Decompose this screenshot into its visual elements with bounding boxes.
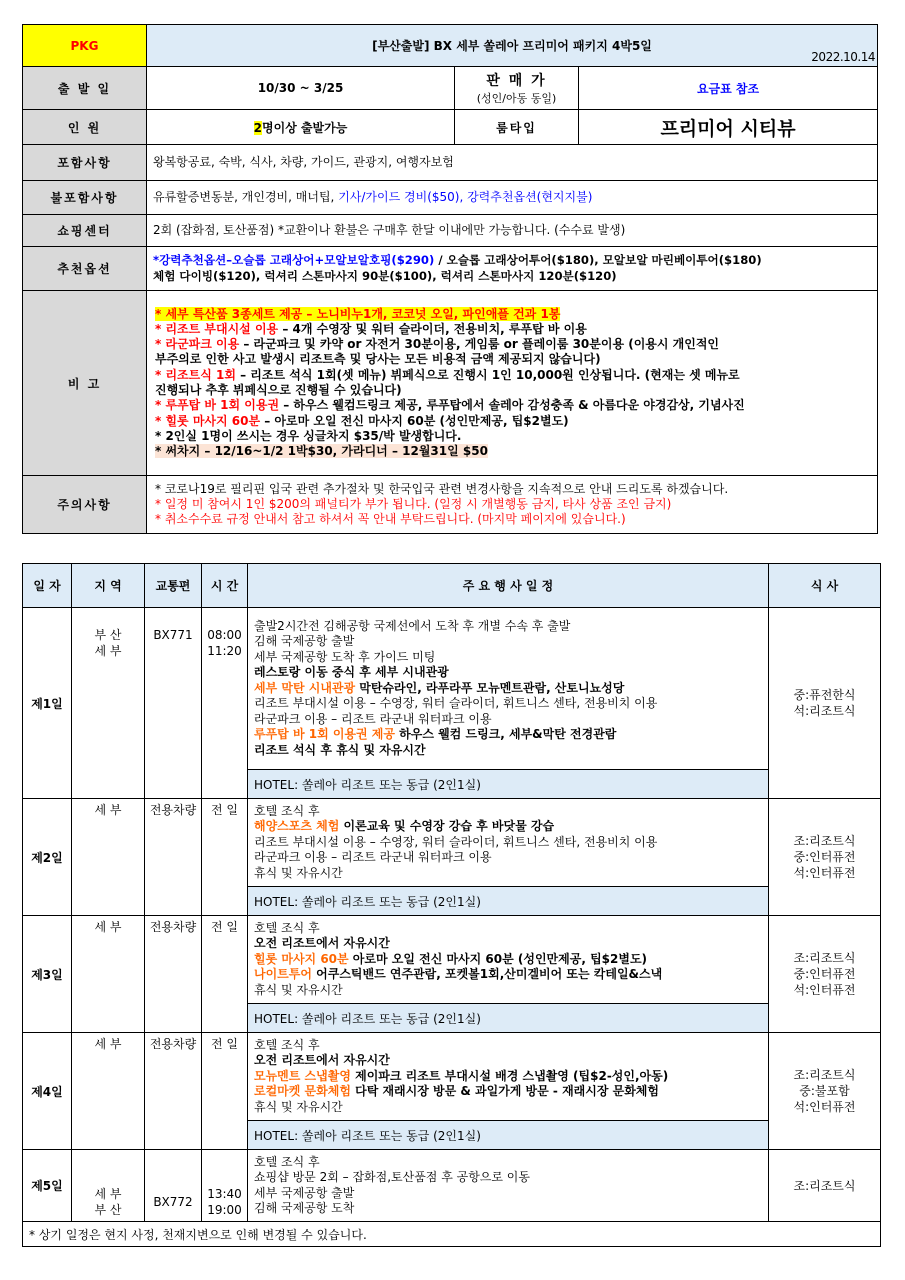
day2-region: 세 부 (72, 799, 145, 916)
options-label: 추천옵션 (23, 247, 147, 291)
day3-line: 아로마 오일 전신 마사지 60분 (성인만제공, 팁$2별도) (348, 951, 648, 966)
day4-time: 전 일 (202, 1033, 248, 1150)
remark-7: * 2인실 1명이 쓰시는 경우 싱글차지 $35/박 발생합니다. (155, 428, 462, 443)
excluded-text: 유류할증변동분, 개인경비, 매너팁, (153, 189, 339, 204)
day4-line: 호텔 조식 후 (254, 1037, 320, 1052)
day1-label: 제1일 (23, 608, 72, 799)
remark-6: – 아로마 오일 전신 마사지 60분 (성인만제공, 팁$2별도) (260, 413, 569, 428)
header-meal: 식 사 (769, 564, 881, 608)
day5-time (202, 1150, 248, 1222)
day5-region-from: 세 부 (94, 1187, 122, 1201)
day3-hotel: HOTEL: 쏠레아 리조트 또는 동급 (2인1실) (248, 1004, 769, 1033)
day1-time-arr: 11:20 (207, 643, 242, 658)
package-title-cell (147, 25, 878, 67)
day1-meal (769, 608, 881, 799)
header-transport: 교통편 (145, 564, 202, 608)
day3-meal-d: 석:인터퓨전 (793, 983, 856, 997)
day5-itinerary (248, 1150, 769, 1222)
day1-hotel: HOTEL: 쏠레아 리조트 또는 동급 (2인1실) (248, 770, 769, 799)
day4-meal-d: 석:인터퓨전 (793, 1100, 856, 1114)
day1-line: 막탄슈라인, 라푸라푸 모뉴멘트관람, 산토니뇨성당 (355, 680, 625, 695)
notice-value (147, 476, 878, 534)
included-label: 포함사항 (23, 145, 147, 181)
excluded-label: 불포함사항 (23, 181, 147, 215)
issue-date: 2022.10.14 (811, 50, 876, 64)
options-value (147, 247, 878, 291)
day1-line: 리조트 석식 후 휴식 및 자유시간 (254, 742, 426, 757)
day3-line: 오전 리조트에서 자유시간 (254, 936, 390, 951)
day5-region-to: 부 산 (94, 1202, 122, 1217)
day5-label: 제5일 (23, 1150, 72, 1222)
remarks-value (147, 291, 878, 476)
pax-num: 2 (253, 120, 263, 135)
day5-time-dep: 13:40 (207, 1187, 242, 1201)
header-time: 시 간 (202, 564, 248, 608)
notice-1: * 코로나19로 필리핀 입국 관련 추가절차 및 한국입국 관련 변경사항을 지속적으로 안내 드리도록 하겠습니다. (155, 482, 729, 496)
day1-time (202, 608, 248, 799)
day5-line: 호텔 조식 후 (254, 1154, 320, 1169)
day2-time: 전 일 (202, 799, 248, 916)
price-sub: (성인/아동 동일) (476, 92, 557, 105)
schedule-footer-note: * 상기 일정은 현지 사정, 천재지변으로 인해 변경될 수 있습니다. (23, 1222, 881, 1247)
notice-3: * 취소수수료 규정 안내서 참고 하셔서 꼭 안내 부탁드립니다. (마지막 페이지에 있습니다.) (155, 512, 626, 526)
day5-line: 세부 국제공항 출발 (254, 1185, 355, 1200)
day4-itinerary (248, 1033, 769, 1121)
pax-value-cell (147, 110, 455, 145)
remark-2-key: * 리조트 부대시설 이용 (155, 321, 279, 336)
package-info-table (22, 24, 878, 534)
remark-6-key: * 힐롯 마사지 60분 (155, 413, 261, 428)
day1-line: 레스토랑 이동 중식 후 세부 시내관광 (254, 665, 449, 680)
day3-line: 어쿠스틱밴드 연주관람, 포켓볼1회,산미겔비어 또는 칵테일&스낵 (311, 967, 663, 982)
day1-line: 하우스 웰컴 드링크, 세부&막탄 전경관람 (394, 727, 617, 742)
included-value: 왕복항공료, 숙박, 식사, 차량, 가이드, 관광지, 여행자보험 (147, 145, 878, 181)
day3-meal (769, 916, 881, 1033)
day4-highlight: 모뉴멘트 스냅촬영 (254, 1068, 351, 1083)
shopping-label: 쇼핑센터 (23, 215, 147, 247)
day4-line: 다탁 재래시장 방문 & 과일가게 방문 - 재래시장 문화체험 (350, 1084, 659, 1099)
day2-meal-d: 석:인터퓨전 (793, 866, 856, 880)
day1-itinerary (248, 608, 769, 770)
departure-value: 10/30 ~ 3/25 (147, 67, 455, 110)
day3-line: 휴식 및 자유시간 (254, 982, 343, 997)
day2-hotel: HOTEL: 쏠레아 리조트 또는 동급 (2인1실) (248, 887, 769, 916)
remark-1: * 세부 특산품 3종세트 제공 – 노니비누1개, 코코넛 오일, 파인애플 건과 1봉 (155, 306, 561, 321)
remark-3-cont: 부주의로 인한 사고 발생시 리조트측 및 당사는 모든 비용적 금액 제공되지 않습니다) (155, 352, 601, 367)
day3-transport: 전용차량 (145, 916, 202, 1033)
day5-line: 김해 국제공항 도착 (254, 1201, 355, 1215)
header-day: 일 자 (23, 564, 72, 608)
pkg-badge: PKG (23, 25, 147, 67)
day2-line: 리조트 부대시설 이용 – 수영장, 워터 슬라이더, 휘트니스 센타, 전용비치 이용 (254, 834, 658, 849)
day2-meal (769, 799, 881, 916)
room-value: 프리미어 시티뷰 (579, 110, 878, 145)
day4-hotel: HOTEL: 쏠레아 리조트 또는 동급 (2인1실) (248, 1121, 769, 1150)
remark-5-key: * 루푸탑 바 1회 이용권 (155, 398, 280, 413)
day2-line: 휴식 및 자유시간 (254, 865, 343, 880)
day5-meal: 조:리조트식 (769, 1150, 881, 1222)
shopping-value: 2회 (잡화점, 토산품점) *교환이나 환불은 구매후 한달 이내에만 가능합니다. (수수료 발생) (147, 215, 878, 247)
remark-8: * 써차지 – 12/16~1/2 1박$30, 가라디너 – 12월31일 $50 (155, 444, 488, 459)
day1-line: 김해 국제공항 출발 (254, 634, 355, 649)
room-label: 룸타입 (455, 110, 579, 145)
day4-meal (769, 1033, 881, 1150)
pax-label: 인 원 (23, 110, 147, 145)
day2-meal-l: 중:인터퓨전 (793, 850, 856, 864)
remark-4-cont: 진행되나 추후 뷔페식으로 진행될 수 있습니다) (155, 383, 402, 397)
remark-2: – 4개 수영장 및 워터 슬라이더, 전용비치, 루푸탑 바 이용 (278, 321, 587, 336)
option-highlight: *강력추천옵션–오슬롭 고래상어+모알보알호핑($290) (153, 253, 435, 267)
price-label-cell (455, 67, 579, 110)
day3-meal-b: 조:리조트식 (793, 951, 856, 965)
notice-2: * 일정 미 참여시 1인 $200의 패널티가 부가 됩니다. (일정 시 개별행동 금지, 타사 상품 조인 금지) (155, 497, 672, 511)
day5-region (72, 1150, 145, 1222)
header-region: 지 역 (72, 564, 145, 608)
day1-transport: BX771 (145, 608, 202, 799)
day3-meal-l: 중:인터퓨전 (793, 967, 856, 981)
remark-5: – 하우스 웰컴드링크 제공, 루푸탑에서 솔레아 감성충족 & 아름다운 야경감상, 기념사진 (279, 398, 745, 413)
day3-highlight: 나이트투어 (254, 967, 312, 982)
day4-meal-l: 중:불포함 (799, 1084, 850, 1098)
day1-region (72, 608, 145, 799)
package-title: [부산출발] BX 세부 쏠레아 프리미어 패키지 4박5일 (372, 39, 652, 53)
day3-label: 제3일 (23, 916, 72, 1033)
day1-line: 세부 국제공항 도착 후 가이드 미팅 (254, 649, 436, 664)
header-itinerary: 주 요 행 사 일 정 (248, 564, 769, 608)
day3-itinerary (248, 916, 769, 1004)
day3-line: 호텔 조식 후 (254, 920, 320, 935)
day4-line: 휴식 및 자유시간 (254, 1099, 343, 1114)
itinerary-table (22, 563, 881, 1247)
price-value: 요금표 참조 (579, 67, 878, 110)
day4-highlight: 로컬마켓 문화체험 (254, 1084, 351, 1099)
remark-4-key: * 리조트식 1회 (155, 367, 236, 382)
remark-4: – 리조트 석식 1회(셋 메뉴) 뷔페식으로 진행시 1인 10,000원 인상됩니다. (현재는 셋 메뉴로 (235, 367, 740, 382)
day1-line: 출발2시간전 김해공항 국제선에서 도착 후 개별 수속 후 출발 (254, 618, 571, 633)
departure-label: 출 발 일 (23, 67, 147, 110)
day5-transport: BX772 (145, 1150, 202, 1222)
day1-highlight: 세부 막탄 시내관광 (254, 680, 356, 695)
day1-highlight: 루푸탑 바 1회 이용권 제공 (254, 727, 395, 742)
day1-line: 라군파크 이용 – 리조트 라군내 워터파크 이용 (254, 711, 492, 726)
day2-transport: 전용차량 (145, 799, 202, 916)
option-line2: 체험 다이빙($120), 럭셔리 스톤마사지 90분($100), 럭셔리 스톤마사지 120분($120) (153, 268, 617, 283)
day1-meal-dinner: 석:리조트식 (793, 704, 856, 718)
day2-line: 라군파크 이용 – 리조트 라군내 워터파크 이용 (254, 850, 492, 865)
day4-region: 세 부 (72, 1033, 145, 1150)
day2-label: 제2일 (23, 799, 72, 916)
day3-highlight: 힐롯 마사지 60분 (254, 951, 349, 966)
day1-meal-lunch: 중:퓨전한식 (793, 688, 856, 702)
day1-region-from: 부 산 (94, 628, 122, 642)
day4-label: 제4일 (23, 1033, 72, 1150)
price-label: 판 매 가 (486, 73, 547, 89)
excluded-highlight: 기사/가이드 경비($50), 강력추천옵션(현지지불) (338, 189, 593, 204)
day2-meal-b: 조:리조트식 (793, 834, 856, 848)
notice-label: 주의사항 (23, 476, 147, 534)
day3-region: 세 부 (72, 916, 145, 1033)
day4-line: 오전 리조트에서 자유시간 (254, 1053, 390, 1068)
day4-transport: 전용차량 (145, 1033, 202, 1150)
day4-meal-b: 조:리조트식 (793, 1068, 856, 1082)
day3-time: 전 일 (202, 916, 248, 1033)
day2-line: 이론교육 및 수영장 강습 후 바닷물 강습 (339, 819, 555, 834)
option-line1: / 오슬롭 고래상어투어($180), 모알보알 마린베이투어($180) (434, 253, 762, 267)
day5-line: 쇼핑샵 방문 2회 – 잡화점,토산품점 후 공항으로 이동 (254, 1170, 530, 1184)
day1-line: 리조트 부대시설 이용 – 수영장, 워터 슬라이더, 휘트니스 센타, 전용비치 이용 (254, 696, 658, 711)
day2-line: 호텔 조식 후 (254, 803, 320, 818)
excluded-value (147, 181, 878, 215)
remark-3: – 라군파크 및 카약 or 자전거 30분이용, 게임룸 or 플레이룸 30분이용 (이용시 개인적인 (239, 337, 720, 352)
day5-time-arr: 19:00 (207, 1202, 242, 1217)
day1-region-to: 세 부 (94, 643, 122, 658)
pax-value: 명이상 출발가능 (262, 120, 348, 135)
day1-time-dep: 08:00 (207, 628, 242, 642)
day2-highlight: 해양스포츠 체험 (254, 819, 340, 834)
remark-3-key: * 라군파크 이용 (155, 337, 240, 352)
day4-line: 제이파크 리조트 부대시설 배경 스냅촬영 (팁$2-성인,아동) (350, 1068, 669, 1083)
remarks-label: 비 고 (23, 291, 147, 476)
day2-itinerary (248, 799, 769, 887)
